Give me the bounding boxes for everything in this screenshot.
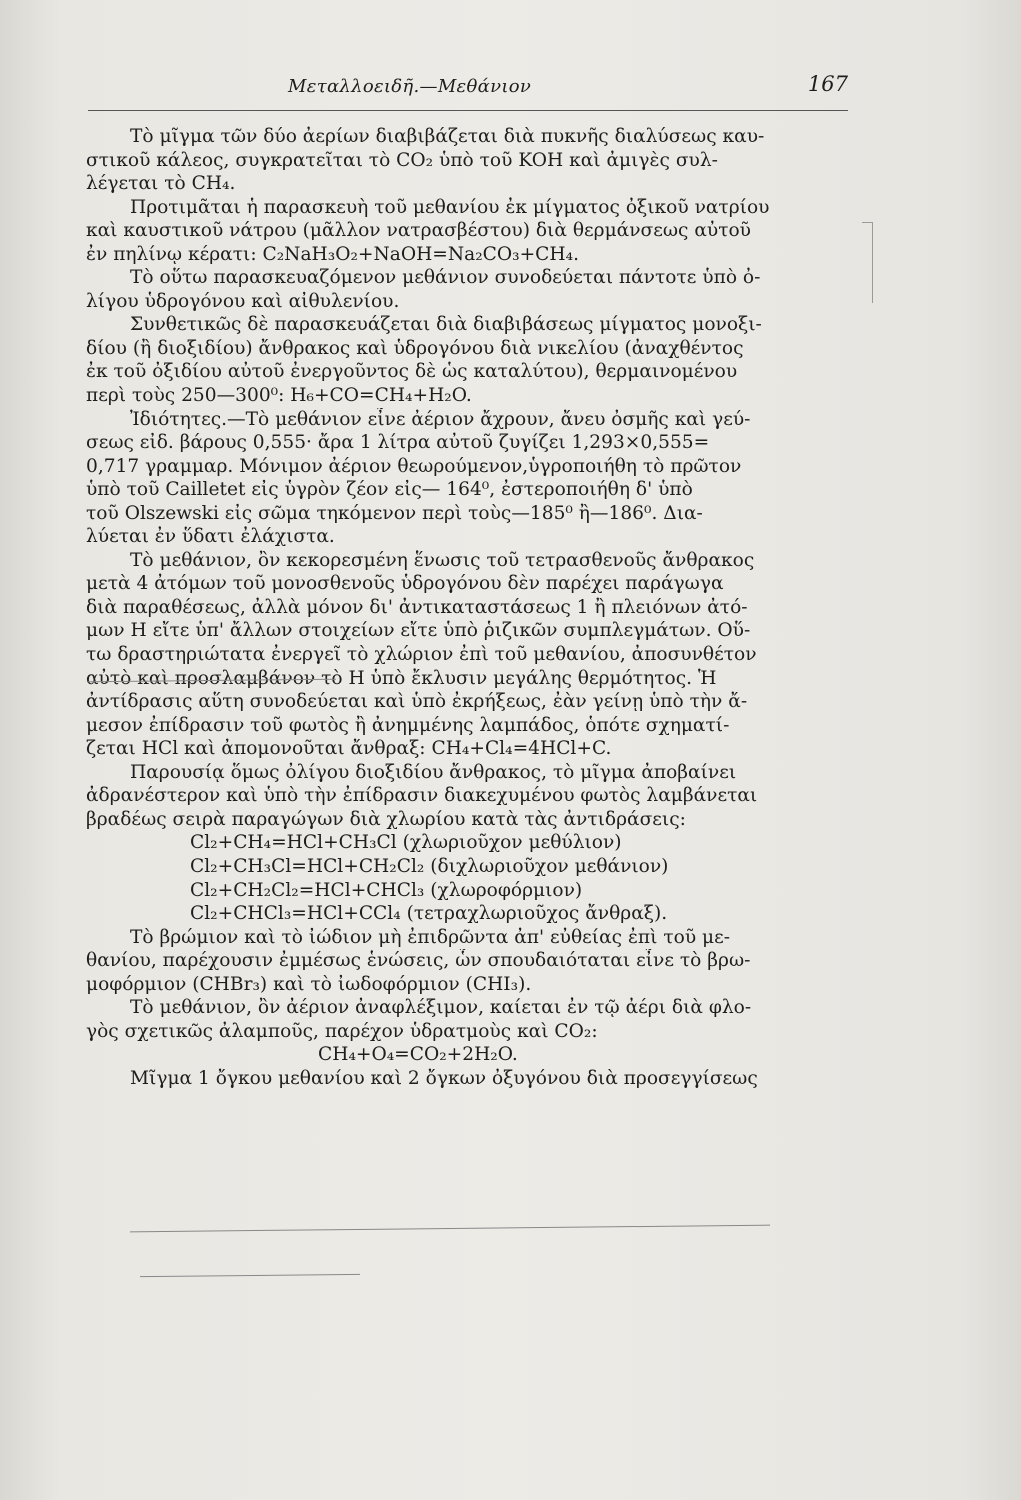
text-line [86,1020,852,1044]
margin-pencil-mark [862,222,873,303]
line-text: 0,717 γραμμαρ. Μόνιμον ἀέριον θεωρούμενον,ὑγροποιήθη τὸ πρῶτον [86,455,742,477]
line-text: μων H εἴτε ὑπ' ἄλλων στοιχείων εἴτε ὑπὸ ῥιζικῶν συμπλεγμάτων. Οὕ- [86,620,751,642]
line-text: ἐκ τοῦ ὀξιδίου αὐτοῦ ἐνεργοῦντος δὲ ὡς καταλύτου), θερμαινομένου [86,361,738,383]
text-line [86,973,852,997]
text-line [86,478,852,502]
text-line [86,172,852,196]
text-line [86,690,852,714]
formula-line [86,831,852,855]
text-line [86,149,852,173]
text-line [86,337,852,361]
text-line [86,502,852,526]
text-line [86,596,852,620]
line-text: περὶ τοὺς 250—300⁰: H₆+CO=CH₄+H₂O. [86,385,472,407]
formula-line [86,855,852,879]
line-text: λίγου ὑδρογόνου καὶ αἰθυλενίου. [86,290,400,312]
line-text: ἀντίδρασις αὕτη συνοδεύεται καὶ ὑπὸ ἐκρήξεως, ἐὰν γείνῃ ὑπὸ τὴν ἄ- [86,691,748,713]
text-line [86,714,852,738]
line-text: δίου (ἢ διοξιδίου) ἄνθρακος καὶ ὑδρογόνου διὰ νικελίου (ἀναχθέντος [86,337,744,359]
formula-text: CH₄+O₄=CO₂+2H₂O. [318,1044,518,1066]
text-line [86,196,852,220]
line-text: Τὸ οὕτω παρασκευαζόμενον μεθάνιον συνοδεύεται πάντοτε ὑπὸ ὀ- [130,267,761,289]
line-text: Τὸ μεθάνιον, ὂν κεκορεσμένη ἕνωσις τοῦ τετρασθενοῦς ἄνθρακος [130,549,755,571]
text-line [86,549,852,573]
line-text: καὶ καυστικοῦ νάτρου (μᾶλλον νατρασβέστου) διὰ θερμάνσεως αὐτοῦ [86,220,751,242]
running-head-title: Μεταλλοειδῆ.—Μεθάνιον [288,76,532,97]
text-line [86,784,852,808]
text-line [86,455,852,479]
text-line [86,619,852,643]
line-text: λύεται ἐν ὕδατι ἐλάχιστα. [86,526,335,548]
text-line [86,431,852,455]
pencil-underline [130,1225,770,1233]
line-text: ἀδρανέστερον καὶ ὑπὸ τὴν ἐπίδρασιν διακεχυμένου φωτὸς λαμβάνεται [86,785,758,807]
formula-line [86,902,852,926]
line-text: ἐν πηλίνῳ κέρατι: C₂NaH₃O₂+NaOH=Na₂CO₃+CH₄. [86,243,579,265]
text-line [86,525,852,549]
body-text [86,125,852,1090]
line-text: διὰ παραθέσεως, ἀλλὰ μόνον δι' ἀντικαταστάσεως 1 ἢ πλειόνων ἀτό- [86,596,748,618]
text-line [86,949,852,973]
text-line [86,408,852,432]
text-line [86,360,852,384]
line-text: μετὰ 4 ἀτόμων τοῦ μονοσθενοῦς ὑδρογόνου δὲν παρέχει παράγωγα [86,573,724,595]
line-text: θανίου, παρέχουσιν ἐμμέσως ἑνώσεις, ὧν σπουδαιόταται εἶνε τὸ βρω- [86,950,751,972]
line-text: τοῦ Olszewski εἰς σῶμα τηκόμενον περὶ τοὺς—185⁰ ἢ—186⁰. Δια- [86,502,703,524]
text-line [86,996,852,1020]
line-text: τω δραστηριώτατα ἐνεργεῖ τὸ χλώριον ἐπὶ τοῦ μεθανίου, ἀποσυνθέτον [86,644,757,666]
text-line [86,643,852,667]
text-line [86,243,852,267]
formula-text: Cl₂+CHCl₃=HCl+CCl₄ (τετραχλωριοῦχος ἄνθραξ). [190,903,668,925]
formula-line [86,1043,852,1067]
text-line [86,125,852,149]
line-text: Συνθετικῶς δὲ παρασκευάζεται διὰ διαβιβάσεως μίγματος μονοξι- [130,314,762,336]
running-head [88,64,848,114]
text-line [86,290,852,314]
text-line [86,1067,852,1091]
text-line [86,313,852,337]
line-text: Τὸ μῖγμα τῶν δύο ἀερίων διαβιβάζεται διὰ πυκνῆς διαλύσεως καυ- [130,126,765,147]
formula-text: Cl₂+CH₂Cl₂=HCl+CHCl₃ (χλωροφόρμιον) [190,879,583,901]
text-line [86,761,852,785]
pencil-underline [140,1274,360,1277]
line-text: γὸς σχετικῶς ἀλαμποῦς, παρέχον ὑδρατμοὺς καὶ CO₂: [86,1020,598,1042]
line-text: Τὸ βρώμιον καὶ τὸ ἰώδιον μὴ ἐπιδρῶντα ἀπ' εὐθείας ἐπὶ τοῦ με- [130,926,731,948]
line-text: λέγεται τὸ CH₄. [86,173,236,195]
text-line [86,572,852,596]
text-line [86,926,852,950]
line-text: μεσον ἐπίδρασιν τοῦ φωτὸς ἢ ἀνημμένης λαμπάδος, ὁπότε σχηματί- [86,714,730,736]
formula-text: Cl₂+CH₃Cl=HCl+CH₂Cl₂ (διχλωριοῦχον μεθάνιον) [190,855,669,877]
line-text: στικοῦ κάλεος, συγκρατεῖται τὸ CO₂ ὑπὸ τοῦ KOH καὶ ἀμιγὲς συλ- [86,149,718,171]
line-text: βραδέως σειρὰ παραγώγων διὰ χλωρίου κατὰ τὰς ἀντιδράσεις: [86,808,686,830]
text-line [86,808,852,832]
text-line [86,667,852,691]
line-text: ὑπὸ τοῦ Cailletet εἰς ὑγρὸν ζέον εἰς— 164⁰, ἐστεροποιήθη δ' ὑπὸ [86,479,693,501]
text-line [86,266,852,290]
text-line [86,219,852,243]
line-text: αὐτὸ καὶ προσλαμβάνον τὸ H ὑπὸ ἔκλυσιν μεγάλης θερμότητος. Ἡ [86,667,717,689]
text-line [86,384,852,408]
formula-text: Cl₂+CH₄=HCl+CH₃Cl (χλωριοῦχον μεθύλιον) [190,832,622,854]
text-line [86,737,852,761]
header-rule [88,110,848,111]
line-text: Ἰδιότητες.—Τὸ μεθάνιον εἶνε ἀέριον ἄχρουν, ἄνευ ὀσμῆς καὶ γεύ- [130,408,751,430]
page-number: 167 [807,72,848,96]
line-text: μοφόρμιον (CHBr₃) καὶ τὸ ἰωδοφόρμιον (CHI₃). [86,973,532,995]
line-text: Μῖγμα 1 ὄγκου μεθανίου καὶ 2 ὄγκων ὀξυγόνου διὰ προσεγγίσεως [130,1067,758,1089]
line-text: Παρουσίᾳ ὅμως ὀλίγου διοξιδίου ἄνθρακος, τὸ μῖγμα ἀποβαίνει [130,761,737,783]
line-text: σεως εἰδ. βάρους 0,555· ἄρα 1 λίτρα αὐτοῦ ζυγίζει 1,293×0,555= [86,432,710,454]
formula-line [86,879,852,903]
line-text: ζεται HCl καὶ ἀπομονοῦται ἄνθραξ: CH₄+Cl₄=4HCl+C. [86,738,612,760]
line-text: Τὸ μεθάνιον, ὂν ἀέριον ἀναφλέξιμον, καίεται ἐν τῷ ἀέρι διὰ φλο- [130,997,752,1019]
line-text: Προτιμᾶται ἡ παρασκευὴ τοῦ μεθανίου ἐκ μίγματος ὀξικοῦ νατρίου [130,196,770,218]
